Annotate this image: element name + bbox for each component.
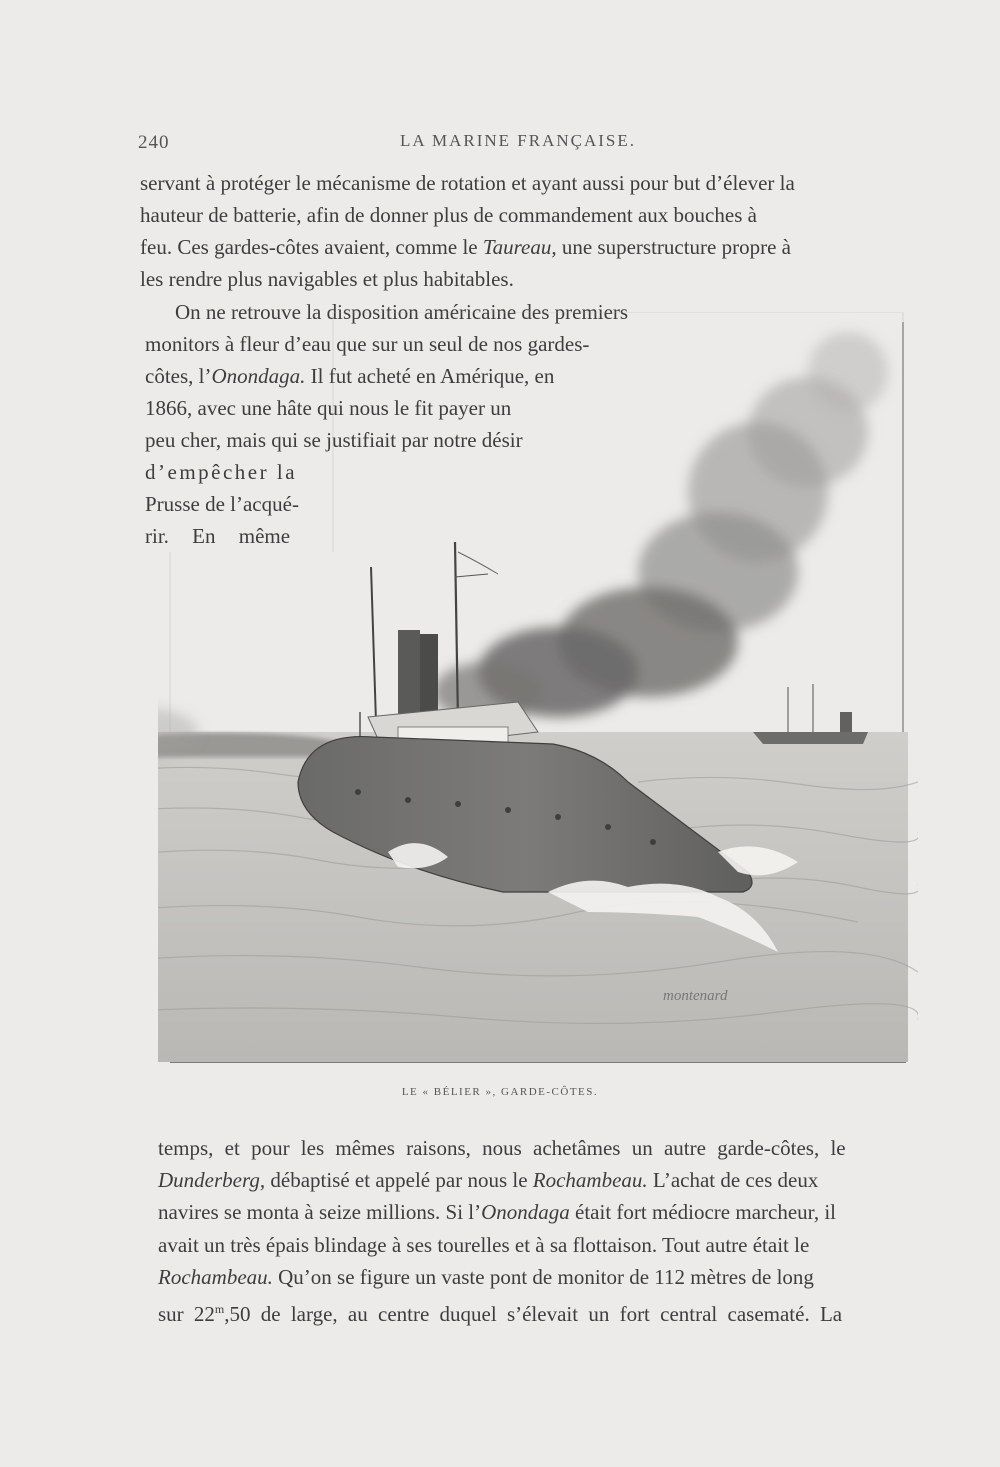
text: avait un très épais blindage à ses tourelles et à sa flottaison. Tout autre était le: [158, 1233, 810, 1257]
body-line: [140, 232, 895, 263]
text: Il fut acheté en Amérique, en: [310, 364, 555, 388]
text: Qu’on se figure un vaste pont de monitor de 112 mètres de long: [278, 1265, 814, 1289]
text: les rendre plus navigables et plus habitables.: [140, 267, 514, 291]
text: ,50 de large, au centre duquel s’élevait un fort central casematé. La: [224, 1302, 843, 1326]
text: servant à protéger le mécanisme de rotation et ayant aussi pour but d’élever la: [140, 171, 795, 195]
text: temps, et pour les mêmes raisons, nous achetâmes un autre garde-côtes, le: [158, 1136, 846, 1160]
body-line: [158, 1165, 818, 1196]
superscript-unit: m: [214, 1302, 225, 1316]
text: 1866, avec une hâte qui nous le fit payer un: [145, 396, 512, 420]
body-line: [140, 200, 895, 231]
text: navires se monta à seize millions. Si l’: [158, 1200, 482, 1224]
figure-caption: LE « BÉLIER », GARDE-CÔTES.: [401, 1086, 599, 1098]
body-line: [140, 264, 514, 295]
text: était fort médiocre marcheur, il: [575, 1200, 836, 1224]
text: Prusse de l’acqué-: [145, 492, 299, 516]
text: L’achat de ces deux: [652, 1168, 819, 1192]
body-line: [158, 1294, 842, 1330]
text: débaptisé et appelé par nous le: [270, 1168, 528, 1192]
text: une superstructure propre à: [561, 235, 791, 259]
body-line: [158, 1230, 809, 1261]
text: feu. Ces gardes-côtes avaient, comme le: [140, 235, 478, 259]
running-title: LA MARINE FRANÇAISE.: [400, 131, 636, 150]
text: sur 22: [158, 1302, 215, 1326]
text: rir. En même: [145, 524, 291, 548]
body-line: [140, 168, 895, 199]
ship-name: Rochambeau.: [158, 1265, 273, 1289]
text: côtes, l’: [145, 364, 212, 388]
text: peu cher, mais qui se justifiait par notre désir: [145, 428, 523, 452]
body-line: [158, 1262, 814, 1293]
page-number: 240: [138, 132, 170, 153]
ship-illustration: [158, 312, 918, 1068]
ship-name: Dunderberg,: [158, 1168, 266, 1192]
ship-name: Taureau,: [482, 235, 557, 259]
body-line: [158, 1197, 836, 1228]
body-line: [158, 1133, 846, 1164]
artist-signature: montenard: [663, 988, 728, 1004]
text: d’empêcher la: [145, 460, 298, 484]
text: On ne retrouve la disposition américaine des premiers: [175, 300, 629, 324]
running-head: [138, 128, 898, 158]
ship-name: Rochambeau.: [532, 1168, 648, 1192]
text: hauteur de batterie, afin de donner plus de commandement aux bouches à: [140, 203, 757, 227]
text: monitors à fleur d’eau que sur un seul de nos gardes-: [145, 332, 590, 356]
ship-name: Onondaga.: [211, 364, 306, 388]
ship-name: Onondaga: [481, 1200, 570, 1224]
